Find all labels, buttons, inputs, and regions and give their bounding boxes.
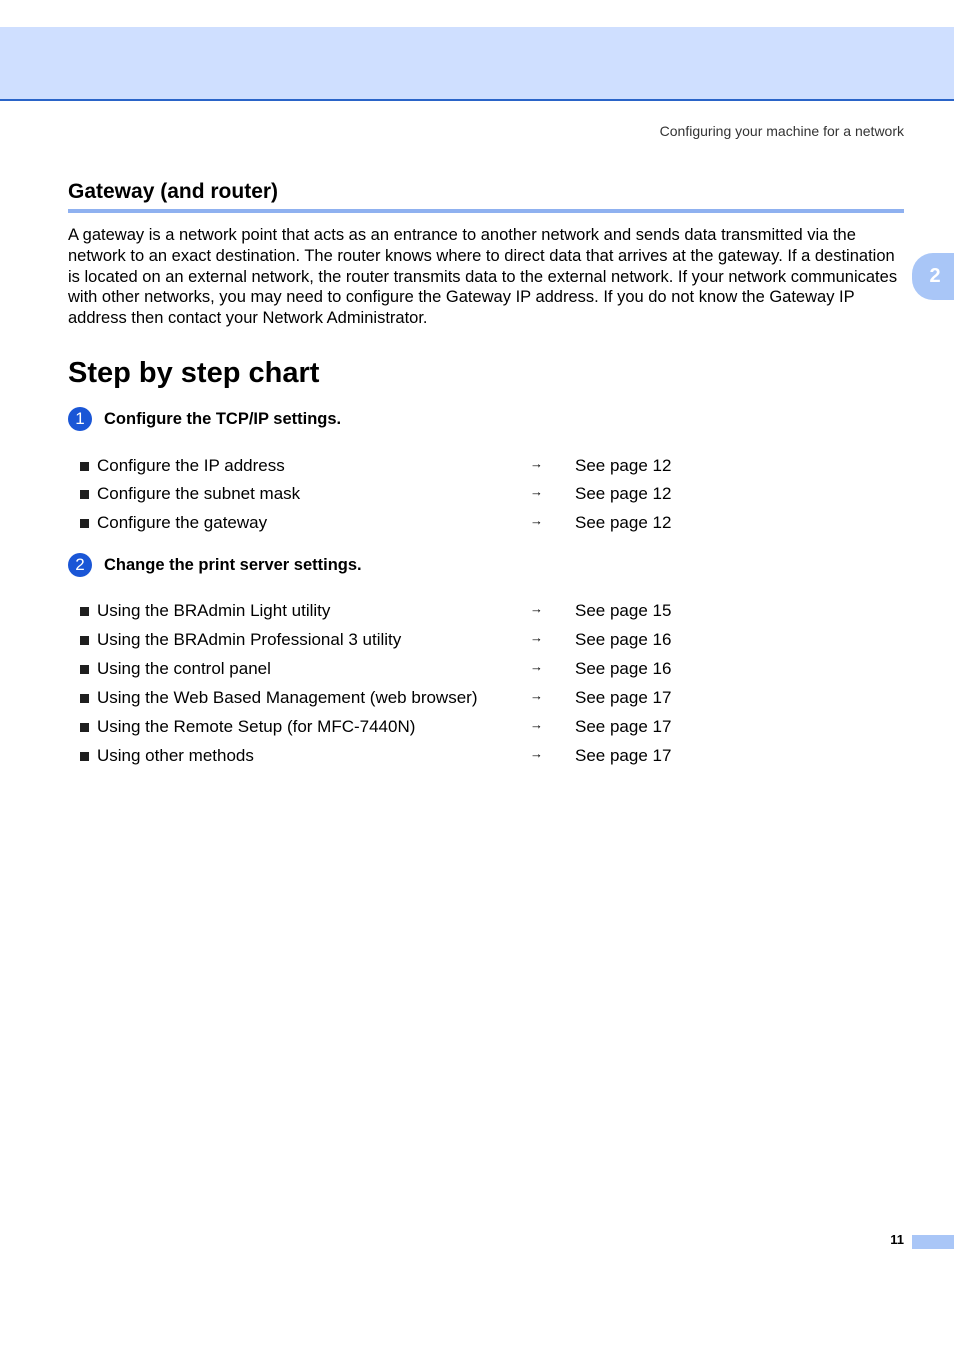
list-item xyxy=(80,688,700,712)
square-bullet-icon xyxy=(80,752,89,761)
arrow-right-icon: → xyxy=(530,630,543,645)
square-bullet-icon xyxy=(80,636,89,645)
step-number-badge: 1 xyxy=(68,407,92,431)
gateway-paragraph: A gateway is a network point that acts as an entrance to another network and sends data transmitted via the network to an exact destination. The router knows where to direct data that arrives at the gateway. If a destination is located on an external network, the router transmits data to the external network. If your network communicates with other networks, you may need to configure the Gateway IP address. If you do not know the Gateway IP address then contact your Network Administrator. xyxy=(68,226,898,328)
step-2 xyxy=(68,553,362,577)
section-divider xyxy=(68,209,904,213)
list-item xyxy=(80,659,700,683)
step-1 xyxy=(68,407,341,431)
arrow-right-icon: → xyxy=(530,688,543,703)
square-bullet-icon xyxy=(80,665,89,674)
list-item xyxy=(80,513,700,537)
item-label: Using the Remote Setup (for MFC-7440N) xyxy=(97,717,416,736)
page-reference[interactable]: See page 12 xyxy=(575,513,672,532)
item-label: Using the BRAdmin Professional 3 utility xyxy=(97,630,402,649)
square-bullet-icon xyxy=(80,490,89,499)
header-band xyxy=(0,27,954,101)
page-reference[interactable]: See page 16 xyxy=(575,659,672,678)
list-item xyxy=(80,630,700,654)
item-label: Using other methods xyxy=(97,746,254,765)
page-reference[interactable]: See page 17 xyxy=(575,746,672,765)
list-item xyxy=(80,484,700,508)
square-bullet-icon xyxy=(80,519,89,528)
page-reference[interactable]: See page 17 xyxy=(575,688,672,707)
square-bullet-icon xyxy=(80,607,89,616)
arrow-right-icon: → xyxy=(530,484,543,499)
arrow-right-icon: → xyxy=(530,659,543,674)
chapter-tab: 2 xyxy=(912,253,954,300)
list-item xyxy=(80,717,700,741)
list-item xyxy=(80,456,700,480)
page-reference[interactable]: See page 15 xyxy=(575,601,672,620)
arrow-right-icon: → xyxy=(530,513,543,528)
item-label: Using the Web Based Management (web browser) xyxy=(97,688,478,707)
footer-tab xyxy=(912,1235,954,1249)
square-bullet-icon xyxy=(80,723,89,732)
arrow-right-icon: → xyxy=(530,717,543,732)
page-reference[interactable]: See page 12 xyxy=(575,484,672,503)
list-item xyxy=(80,601,700,625)
item-label: Configure the gateway xyxy=(97,513,268,532)
step-title: Change the print server settings. xyxy=(104,555,362,574)
page-number: 11 xyxy=(890,1232,904,1247)
page-reference[interactable]: See page 16 xyxy=(575,630,672,649)
step-title: Configure the TCP/IP settings. xyxy=(104,409,342,428)
page-reference[interactable]: See page 12 xyxy=(575,456,672,475)
item-label: Using the control panel xyxy=(97,659,271,678)
section-heading-gateway: Gateway (and router) xyxy=(68,180,279,203)
arrow-right-icon: → xyxy=(530,601,543,616)
running-header: Configuring your machine for a network xyxy=(659,123,904,139)
item-label: Configure the subnet mask xyxy=(97,484,301,503)
item-label: Configure the IP address xyxy=(97,456,285,475)
step-chart-heading: Step by step chart xyxy=(68,357,320,389)
page-reference[interactable]: See page 17 xyxy=(575,717,672,736)
arrow-right-icon: → xyxy=(530,746,543,761)
step-number-badge: 2 xyxy=(68,553,92,577)
square-bullet-icon xyxy=(80,462,89,471)
square-bullet-icon xyxy=(80,694,89,703)
item-label: Using the BRAdmin Light utility xyxy=(97,601,331,620)
arrow-right-icon: → xyxy=(530,456,543,471)
list-item xyxy=(80,746,700,770)
